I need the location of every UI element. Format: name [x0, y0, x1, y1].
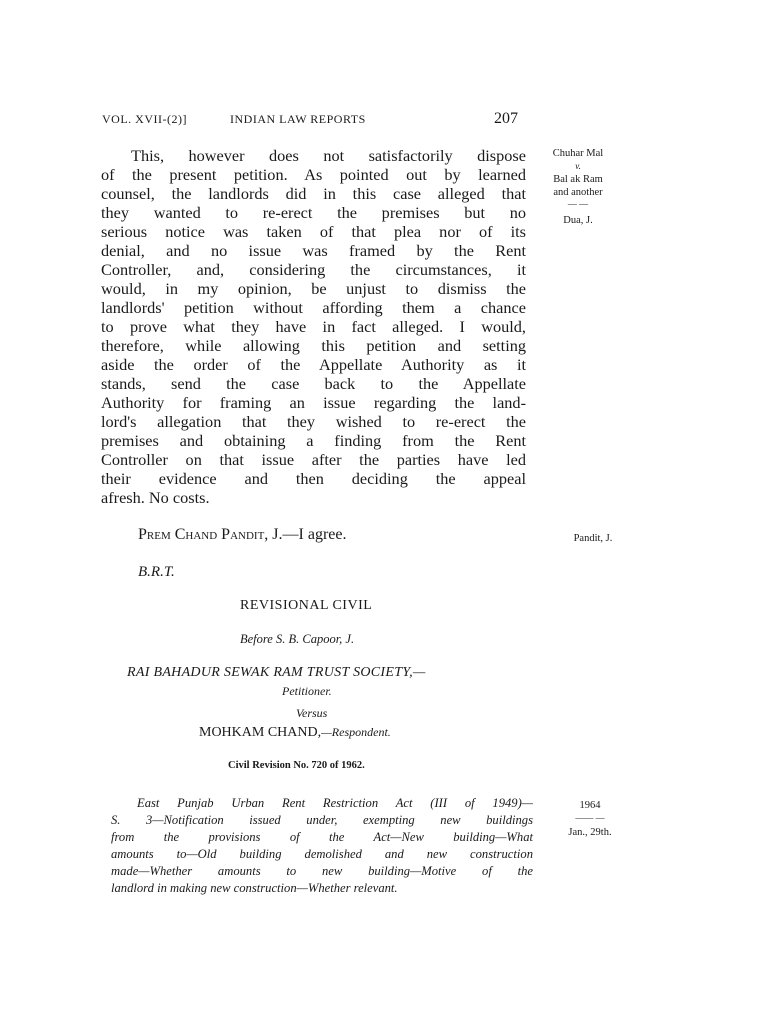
- body-line: of the present petition. As pointed out by learned: [101, 165, 526, 184]
- margin-date: Jan., 29th.: [568, 827, 612, 838]
- body-line: therefore, while allowing this petition and setting: [101, 336, 526, 355]
- body-line: afresh. No costs.: [101, 488, 210, 507]
- body-line: stands, send the case back to the Appellate: [101, 374, 526, 393]
- concurrence-judge-name: Prem Chand Pandit, J.: [138, 526, 283, 543]
- body-line: would, in my opinion, be unjust to dismiss the: [101, 279, 526, 298]
- body-line: their evidence and then deciding the appeal: [101, 469, 526, 488]
- body-line: Authority for framing an issue regarding the land-: [101, 393, 526, 412]
- respondent-role: —Respondent.: [321, 725, 391, 739]
- respondent: [199, 725, 391, 741]
- body-line: premises and obtaining a finding from the Rent: [101, 431, 526, 450]
- concurrence: [138, 526, 347, 544]
- headnote-line: from the provisions of the Act—New building—What: [111, 830, 533, 844]
- margin-case-name-line1: Chuhar Mal: [552, 148, 604, 159]
- headnote-line: made—Whether amounts to new building—Motive of the: [111, 864, 533, 878]
- headnote-line: landlord in making new construction—Whether relevant.: [111, 881, 398, 895]
- body-line: serious notice was taken of that plea nor of its: [101, 222, 526, 241]
- revision-number: Civil Revision No. 720 of 1962.: [228, 760, 365, 771]
- margin-year: 1964: [579, 800, 601, 811]
- petitioner-name: RAI BAHADUR SEWAK RAM TRUST SOCIETY,—: [127, 665, 426, 680]
- margin-dash: — —: [567, 199, 589, 209]
- journal-title: INDIAN LAW REPORTS: [230, 112, 366, 126]
- respondent-name: MOHKAM CHAND,: [199, 725, 322, 740]
- body-line: denial, and no issue was framed by the Rent: [101, 241, 526, 260]
- body-line: landlords' petition without affording them a chance: [101, 298, 526, 317]
- body-line: they wanted to re-erect the premises but no: [101, 203, 526, 222]
- margin-case-name-line2: Bal ak Ram: [553, 174, 603, 185]
- volume-label: VOL. XVII-(2)]: [102, 112, 187, 126]
- body-line: aside the order of the Appellate Authority as it: [101, 355, 526, 374]
- body-line: Controller on that issue after the parties have led: [101, 450, 526, 469]
- versus: Versus: [296, 706, 328, 720]
- section-title: REVISIONAL CIVIL: [240, 598, 373, 613]
- body-line: counsel, the landlords did in this case alleged that: [101, 184, 526, 203]
- page-number: 207: [494, 110, 518, 127]
- body-line: lord's allegation that they wished to re-erect the: [101, 412, 526, 431]
- body-line: Controller, and, considering the circumstances, it: [101, 260, 526, 279]
- margin-case-name-v: v.: [575, 161, 581, 171]
- body-line: to prove what they have in fact alleged. I would,: [101, 317, 526, 336]
- body-line: This, however does not satisfactorily dispose: [131, 146, 526, 165]
- headnote-line: S. 3—Notification issued under, exempting new buildings: [111, 813, 533, 827]
- bench: Before S. B. Capoor, J.: [240, 632, 355, 646]
- margin-year-dash: —— —: [575, 813, 605, 823]
- margin-judge-pandit: Pandit, J.: [573, 533, 613, 544]
- headnote-line: East Punjab Urban Rent Restriction Act (III of 1949)—: [137, 796, 533, 810]
- petitioner-role: Petitioner.: [282, 684, 332, 698]
- margin-case-name-line3: and another: [553, 187, 603, 198]
- margin-judge-dua: Dua, J.: [563, 215, 593, 226]
- concurrence-text: —I agree.: [282, 526, 347, 543]
- headnote-line: amounts to—Old building demolished and new construction: [111, 847, 533, 861]
- reporter-initials: B.R.T.: [138, 564, 175, 580]
